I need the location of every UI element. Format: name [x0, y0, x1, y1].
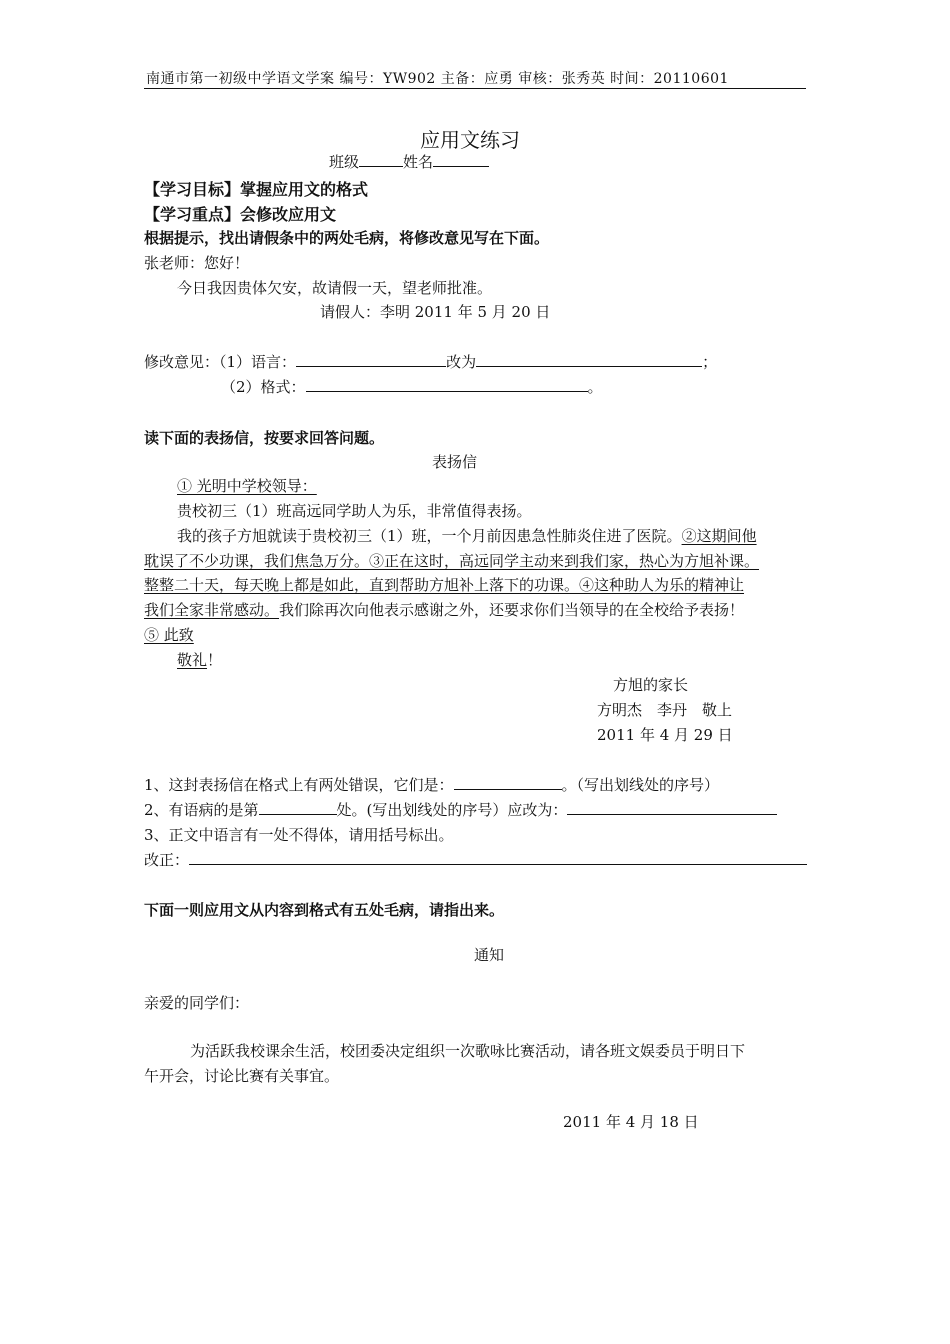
q2-answer2 [144, 800, 777, 820]
letter-p2-line4 [144, 600, 744, 620]
a1-prompt: 1、这封表扬信在格式上有两处错误，它们是： [144, 776, 454, 794]
notice-body-line2: 午开会，讨论比赛有关事宜。 [144, 1067, 340, 1085]
class-label: 班级 [329, 153, 360, 171]
letter-date: 2011 年 4 月 29 日 [597, 726, 733, 744]
letter-p2-line2: 耽误了不少功课，我们焦急万分。③正在这时，高远同学主动来到我们家，热心为方旭补课。 [144, 552, 760, 570]
page-header: 南通市第一初级中学语文学案 编号：YW902 主备：应勇 审核：张秀英 时间：20110601 [146, 71, 729, 87]
class-name-line [329, 152, 489, 172]
q1-instruction: 根据提示，找出请假条中的两处毛病，将修改意见写在下面。 [144, 229, 550, 247]
p2-line1-underlined: ②这期间他 [681, 527, 757, 545]
letter-closing2 [177, 650, 222, 670]
semicolon: ； [702, 353, 718, 371]
q3-instruction: 下面一则应用文从内容到格式有五处毛病，请指出来。 [144, 901, 505, 919]
a3-fix-blank[interactable] [189, 850, 807, 865]
a3-fix-label: 改正： [144, 851, 190, 869]
q1-revise-line2 [221, 377, 603, 397]
a2-fix-blank[interactable] [567, 800, 777, 815]
notice-body-line1: 为活跃我校课余生活，校团委决定组织一次歌咏比赛活动，请各班文娱委员于明日下 [190, 1042, 746, 1060]
name-blank[interactable] [433, 152, 489, 167]
q2-fix-line [144, 850, 807, 870]
letter-p1: 贵校初三（1）班高远同学助人为乐，非常值得表扬。 [177, 502, 532, 520]
header-rule [144, 88, 806, 89]
item2-label: （2）格式： [221, 378, 306, 396]
letter-title: 表扬信 [432, 453, 478, 471]
class-blank[interactable] [359, 152, 403, 167]
item1-label: （1）语言： [219, 353, 297, 371]
a2-prompt: 2、有语病的是第 [144, 801, 259, 819]
notice-date: 2011 年 4 月 18 日 [563, 1113, 699, 1131]
q1-signature: 请假人：李明 2011 年 5 月 20 日 [320, 303, 551, 321]
language-fix-blank[interactable] [476, 352, 702, 367]
letter-p2-line3: 整整二十天，每天晚上都是如此，直到帮助方旭补上落下的功课。④这种助人为乐的精神让 [144, 576, 745, 594]
learning-goal: 【学习目标】掌握应用文的格式 [144, 180, 369, 199]
a1-blank[interactable] [454, 775, 562, 790]
a2-mid: 处。(写出划线处的序号）应改为： [336, 801, 568, 819]
q1-salutation: 张老师：您好！ [144, 254, 250, 272]
letter-sign1: 方旭的家长 [613, 676, 689, 694]
q1-body: 今日我因贵体欠安，故请假一天，望老师批准。 [177, 279, 493, 297]
q1-revise-line1 [144, 352, 717, 372]
language-blank[interactable] [296, 352, 446, 367]
p2-line4-text: 我们除再次向他表示感谢之外，还要求你们当领导的在全校给予表扬！ [279, 601, 745, 619]
page-title: 应用文练习 [420, 128, 520, 152]
q2-answer1 [144, 775, 719, 795]
q2-answer3: 3、正文中语言有一处不得体，请用括号标出。 [144, 826, 454, 844]
p2-line4-underlined: 我们全家非常感动。 [144, 601, 280, 619]
closing2-mark: ！ [207, 651, 223, 669]
a1-suffix: 。（写出划线处的序号） [561, 776, 720, 794]
closing2-underlined: 敬礼 [177, 651, 208, 669]
format-blank[interactable] [306, 377, 588, 392]
letter-sign2: 方明杰 李丹 敬上 [597, 701, 733, 719]
a2-number-blank[interactable] [259, 800, 337, 815]
p2-line1-text: 我的孩子方旭就读于贵校初三（1）班，一个月前因患急性肺炎住进了医院。 [177, 527, 682, 545]
letter-closing1: ⑤ 此致 [144, 626, 194, 644]
q2-instruction: 读下面的表扬信，按要求回答问题。 [144, 429, 385, 447]
change-to-label: 改为 [446, 353, 477, 371]
period: 。 [587, 378, 603, 396]
revise-label: 修改意见： [144, 353, 220, 371]
notice-salutation: 亲爱的同学们： [144, 994, 250, 1012]
notice-title: 通知 [474, 946, 505, 964]
letter-recipient: ① 光明中学校领导： [177, 477, 317, 495]
learning-focus: 【学习重点】会修改应用文 [144, 205, 337, 224]
letter-p2-line1 [177, 526, 757, 546]
name-label: 姓名 [403, 153, 434, 171]
